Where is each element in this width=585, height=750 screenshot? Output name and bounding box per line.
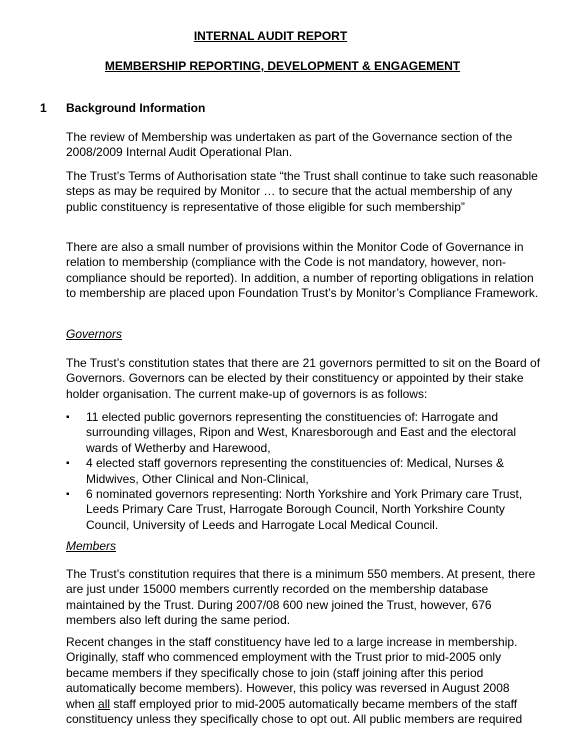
list-item (66, 410, 546, 456)
paragraph-members: The Trust’s constitution requires that there is a minimum 550 members. At present, there are just under 15000 members currently recorded on the membership database maintained by the Trust. During 2007/08 600 new joined the Trust, however, 676 members also left during the same period. (66, 567, 536, 628)
paragraph-code: There are also a small number of provisions within the Monitor Code of Governance in relation to membership (compliance with the Code is not mandatory, however, non-compliance should be reported). In addition, a number of reporting obligations in relation to membership are placed upon Foundation Trust’s by Monitor’s Compliance Framework. (66, 240, 539, 301)
emphasis-all: all (98, 696, 111, 711)
paragraph-staff-constituency (66, 635, 541, 727)
governors-list (66, 410, 546, 533)
report-subtitle: MEMBERSHIP REPORTING, DEVELOPMENT & ENGAGEMENT (104, 59, 461, 73)
section-heading (40, 101, 205, 116)
text-run: staff employed prior to mid-2005 automatically became members of the staff constituency unless they specifically chose to opt out. All public members are required (66, 696, 523, 727)
list-item (66, 487, 546, 533)
report-title: INTERNAL AUDIT REPORT (193, 29, 348, 43)
list-item-text: 6 nominated governors representing: North Yorkshire and York Primary care Trust, Leeds Primary Care Trust, Harrogate Borough Council, North Yorkshire County Council, University of Leeds and Harrogate Local Medical Council. (86, 487, 523, 532)
section-title: Background Information (66, 101, 206, 115)
paragraph-review: The review of Membership was undertaken as part of the Governance section of the 2008/2009 Internal Audit Operational Plan. (66, 130, 513, 160)
paragraph-governors-intro: The Trust’s constitution states that there are 21 governors permitted to sit on the Board of Governors. Governors can be elected by their constituency or appointed by their stake holder organisation. The current make-up of governors is as follows: (66, 356, 541, 401)
list-item-text: 4 elected staff governors representing the constituencies of: Medical, Nurses & Midwives, Other Clinical and Non-Clinical, (86, 456, 505, 486)
text-run: Recent changes in the staff constituency have led to a large increase in membership. Originally, staff who commenced employment with the Trust prior to mid-2005 only became members if they specifically chose to join (staff joining after this period automatically become members). However, this policy was reversed in August 2008 when (66, 635, 518, 711)
section-number: 1 (40, 101, 47, 115)
bullet-icon: ▪ (66, 458, 70, 470)
list-item-text: 11 elected public governors representing the constituencies of: Harrogate and surrounding villages, Ripon and West, Knaresborough and East and the electoral wards of Wetherby and Harewood, (86, 410, 517, 455)
members-heading: Members (66, 539, 117, 553)
list-item (66, 456, 546, 487)
bullet-icon: ▪ (66, 412, 70, 423)
bullet-icon: ▪ (66, 489, 70, 501)
governors-heading: Governors (66, 327, 123, 341)
paragraph-terms: The Trust’s Terms of Authorisation state “the Trust shall continue to take such reasonable steps as may be required by Monitor … to secure that the actual membership of any public constituency is representative of those eligible for such membership” (66, 169, 538, 214)
